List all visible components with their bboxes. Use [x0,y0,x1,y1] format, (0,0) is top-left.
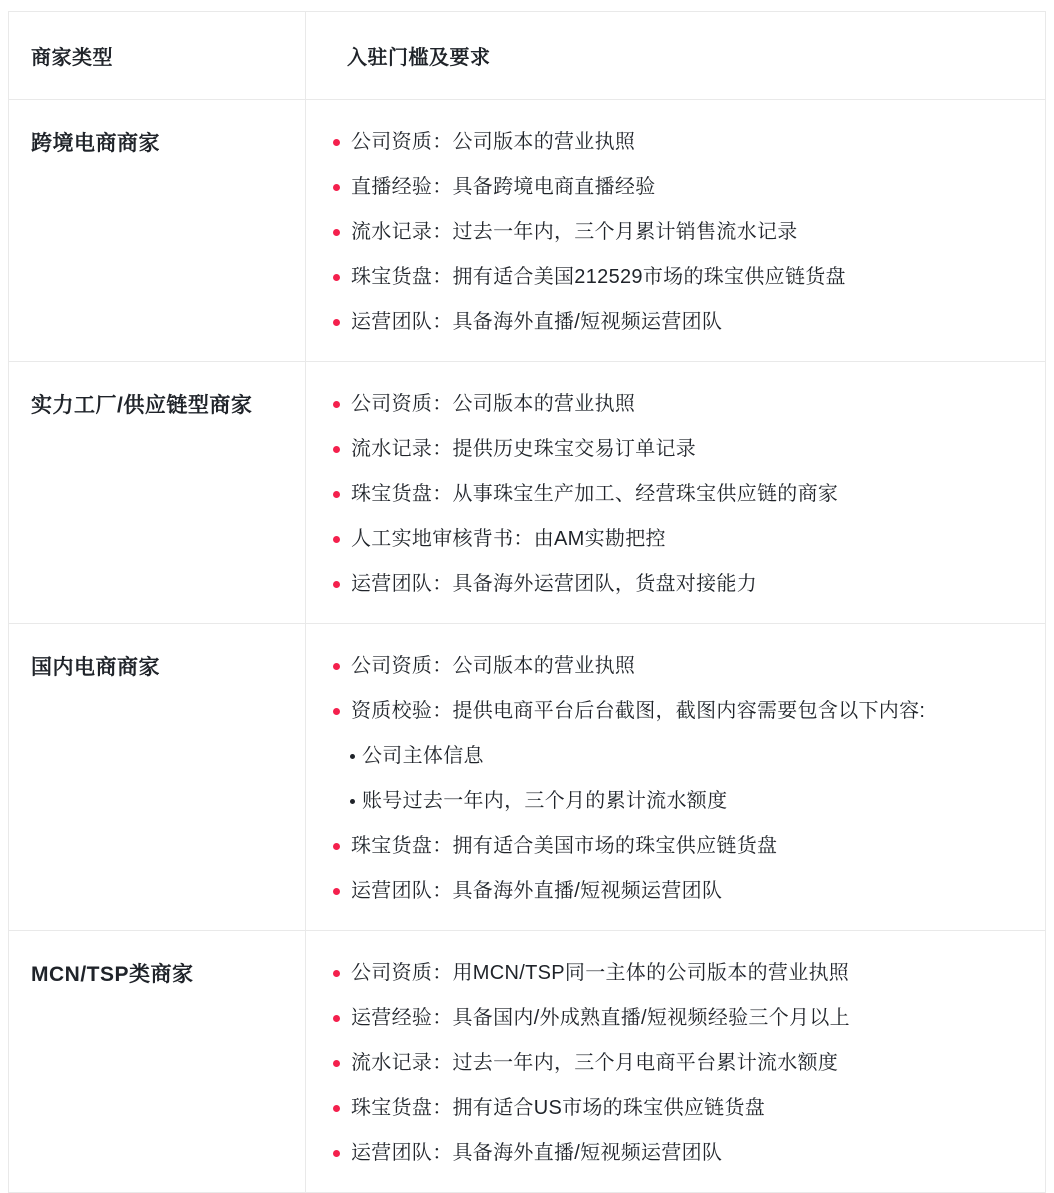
requirement-text: 珠宝货盘：拥有适合US市场的珠宝供应链货盘 [351,1097,766,1119]
requirement-text: 珠宝货盘：拥有适合美国市场的珠宝供应链货盘 [351,835,778,857]
requirement-text: 人工实地审核背书：由AM实勘把控 [351,528,666,550]
requirement-item [333,300,1035,345]
requirement-text: 流水记录：过去一年内，三个月累计销售流水记录 [351,221,798,243]
requirement-text: 运营团队：具备海外直播/短视频运营团队 [351,311,723,333]
requirement-text: 公司资质：公司版本的营业执照 [351,393,636,415]
requirement-item [333,562,1035,607]
requirement-text: 账号过去一年内，三个月的累计流水额度 [362,790,728,812]
bullet-icon [333,491,340,498]
bullet-icon [333,663,340,670]
requirement-text: 珠宝货盘：拥有适合美国212529市场的珠宝供应链货盘 [351,266,846,288]
bullet-icon [333,139,340,146]
table-row [9,931,1046,1193]
table-header-row [9,12,1046,100]
requirements-cell [306,624,1046,931]
requirements-list [333,120,1035,345]
requirements-cell [306,362,1046,624]
requirement-text: 公司资质：公司版本的营业执照 [351,131,636,153]
bullet-icon [333,1015,340,1022]
table-row [9,362,1046,624]
requirement-item [333,255,1035,300]
bullet-icon [333,319,340,326]
table-row [9,624,1046,931]
sub-requirement-item [350,779,1035,824]
bullet-icon [333,446,340,453]
column-header-merchant-type: 商家类型 [9,12,306,100]
requirement-item [333,689,1035,734]
requirement-text: 直播经验：具备跨境电商直播经验 [351,176,656,198]
sub-bullet-icon [350,754,355,759]
bullet-icon [333,708,340,715]
requirement-text: 资质校验：提供电商平台后台截图，截图内容需要包含以下内容: [351,700,926,722]
requirement-text: 流水记录：过去一年内，三个月电商平台累计流水额度 [351,1052,839,1074]
bullet-icon [333,1150,340,1157]
requirement-text: 运营团队：具备海外运营团队，货盘对接能力 [351,573,757,595]
bullet-icon [333,888,340,895]
merchant-type-cell: 国内电商商家 [9,624,306,931]
table-body [9,100,1046,1193]
requirements-cell [306,100,1046,362]
sub-bullet-icon [350,799,355,804]
requirement-text: 公司资质：公司版本的营业执照 [351,655,636,677]
requirement-text: 珠宝货盘：从事珠宝生产加工、经营珠宝供应链的商家 [351,483,839,505]
bullet-icon [333,184,340,191]
requirement-text: 运营经验：具备国内/外成熟直播/短视频经验三个月以上 [351,1007,850,1029]
bullet-icon [333,843,340,850]
bullet-icon [333,401,340,408]
requirements-list [333,382,1035,607]
requirement-item [333,1086,1035,1131]
requirement-text: 流水记录：提供历史珠宝交易订单记录 [351,438,697,460]
requirement-item [333,824,1035,869]
requirement-item [333,996,1035,1041]
merchant-requirements-table [8,11,1046,1193]
bullet-icon [333,229,340,236]
requirement-item [333,427,1035,472]
requirement-item [333,210,1035,255]
requirement-item [333,165,1035,210]
bullet-icon [333,1060,340,1067]
requirement-text: 运营团队：具备海外直播/短视频运营团队 [351,1142,723,1164]
bullet-icon [333,274,340,281]
requirement-item [333,869,1035,914]
merchant-type-cell: MCN/TSP类商家 [9,931,306,1193]
requirements-cell [306,931,1046,1193]
requirement-item [333,120,1035,165]
merchant-type-cell: 实力工厂/供应链型商家 [9,362,306,624]
requirement-item [333,644,1035,689]
sub-requirement-item [350,734,1035,779]
bullet-icon [333,970,340,977]
bullet-icon [333,581,340,588]
table-row [9,100,1046,362]
requirements-list [333,951,1035,1176]
requirements-list [333,644,1035,914]
bullet-icon [333,1105,340,1112]
requirement-item [333,472,1035,517]
requirement-text: 公司资质：用MCN/TSP同一主体的公司版本的营业执照 [351,962,850,984]
requirement-text: 公司主体信息 [362,745,484,767]
requirement-item [333,1041,1035,1086]
requirement-item [333,517,1035,562]
requirement-item [333,951,1035,996]
column-header-requirements: 入驻门槛及要求 [306,12,1046,100]
requirement-item [333,382,1035,427]
bullet-icon [333,536,340,543]
merchant-type-cell: 跨境电商商家 [9,100,306,362]
requirement-text: 运营团队：具备海外直播/短视频运营团队 [351,880,723,902]
requirement-item [333,1131,1035,1176]
